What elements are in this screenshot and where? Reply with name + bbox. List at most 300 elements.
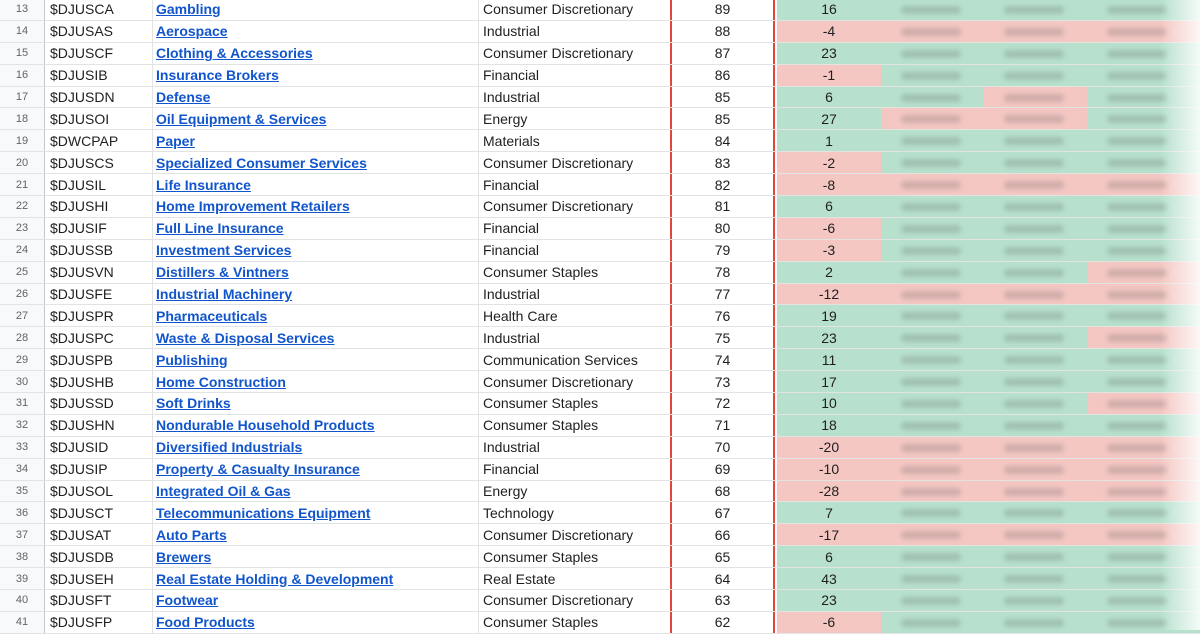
row-number[interactable]: 37 [0,524,45,545]
ticker-cell[interactable]: $DJUSPC [45,327,153,348]
rank-cell[interactable]: 66 [670,524,775,545]
blurred-cell[interactable] [881,240,984,261]
blurred-cell[interactable] [881,21,984,42]
table-row[interactable] [0,152,1200,174]
rank-cell[interactable]: 79 [670,240,775,261]
sector-cell[interactable]: Consumer Discretionary [483,526,634,543]
sector-cell[interactable]: Consumer Discretionary [483,198,634,215]
blurred-cell[interactable] [881,262,984,283]
industry-link[interactable]: Life Insurance [156,176,251,193]
sector-cell[interactable]: Financial [483,67,540,84]
blurred-cell[interactable] [1087,174,1200,195]
ticker-cell[interactable]: $DJUSCS [45,152,153,173]
blurred-cell[interactable] [1087,43,1200,64]
row-number[interactable]: 22 [0,196,45,217]
ticker-cell[interactable]: $DJUSSB [45,240,153,261]
table-row[interactable] [0,459,1200,481]
row-number[interactable]: 28 [0,327,45,348]
blurred-cell[interactable] [881,371,984,392]
blurred-cell[interactable] [984,524,1087,545]
row-number[interactable]: 24 [0,240,45,261]
change-cell[interactable]: -2 [777,152,881,173]
change-cell[interactable]: 23 [777,590,881,611]
table-row[interactable] [0,612,1200,634]
industry-link[interactable]: Diversified Industrials [156,439,303,456]
blurred-cell[interactable] [984,481,1087,502]
industry-link[interactable]: Defense [156,89,211,105]
blurred-cell[interactable] [984,305,1087,326]
ticker-cell[interactable]: $DJUSHB [45,371,153,392]
row-number[interactable]: 26 [0,284,45,305]
table-row[interactable] [0,393,1200,415]
ticker-cell[interactable]: $DJUSVN [45,262,153,283]
rank-cell[interactable]: 68 [670,481,775,502]
table-row[interactable] [0,21,1200,43]
sector-cell[interactable]: Real Estate [483,570,556,587]
blurred-cell[interactable] [1087,196,1200,217]
ticker-cell[interactable]: $DJUSIB [45,65,153,86]
industry-link[interactable]: Aerospace [156,23,228,40]
rank-cell[interactable]: 62 [670,612,775,633]
change-cell[interactable]: 1 [777,130,881,151]
rank-cell[interactable]: 75 [670,327,775,348]
sector-cell[interactable]: Consumer Staples [483,417,599,434]
industry-link[interactable]: Nondurable Household Products [156,417,375,434]
blurred-cell[interactable] [984,240,1087,261]
rank-cell[interactable]: 72 [670,393,775,414]
rank-cell[interactable]: 73 [670,371,775,392]
row-number[interactable]: 29 [0,349,45,370]
row-number[interactable]: 15 [0,43,45,64]
change-cell[interactable]: -10 [777,459,881,480]
table-row[interactable] [0,65,1200,87]
ticker-cell[interactable]: $DJUSOL [45,481,153,502]
industry-name-cell[interactable] [153,393,479,414]
industry-name-cell[interactable] [153,240,479,261]
industry-link[interactable]: Specialized Consumer Services [156,154,367,171]
blurred-cell[interactable] [881,196,984,217]
blurred-cell[interactable] [881,437,984,458]
row-number[interactable]: 23 [0,218,45,239]
blurred-cell[interactable] [881,393,984,414]
row-number[interactable]: 16 [0,65,45,86]
industry-link[interactable]: Property & Casualty Insurance [156,461,360,478]
ticker-cell[interactable]: $DJUSSD [45,393,153,414]
blurred-cell[interactable] [881,65,984,86]
sector-cell[interactable]: Financial [483,461,540,478]
table-row[interactable] [0,87,1200,109]
rank-cell[interactable]: 63 [670,590,775,611]
blurred-cell[interactable] [881,502,984,523]
change-cell[interactable]: -4 [777,21,881,42]
ticker-cell[interactable]: $DJUSHI [45,196,153,217]
row-number[interactable]: 41 [0,612,45,633]
blurred-cell[interactable] [1087,152,1200,173]
sector-cell[interactable]: Materials [483,132,540,149]
sector-cell[interactable]: Energy [483,110,528,127]
row-number[interactable]: 21 [0,174,45,195]
rank-cell[interactable]: 84 [670,130,775,151]
industry-name-cell[interactable] [153,546,479,567]
sector-cell[interactable]: Industrial [483,23,540,40]
table-row[interactable] [0,371,1200,393]
change-cell[interactable]: 43 [777,568,881,589]
sector-cell[interactable]: Consumer Discretionary [483,373,634,390]
sector-cell[interactable]: Consumer Discretionary [483,1,634,18]
blurred-cell[interactable] [881,524,984,545]
blurred-cell[interactable] [984,590,1087,611]
row-number[interactable]: 27 [0,305,45,326]
blurred-cell[interactable] [1087,262,1200,283]
industry-name-cell[interactable] [153,502,479,523]
industry-link[interactable]: Distillers & Vintners [156,264,289,281]
rank-cell[interactable]: 69 [670,459,775,480]
row-number[interactable]: 40 [0,590,45,611]
change-cell[interactable]: 23 [777,327,881,348]
rank-cell[interactable]: 71 [670,415,775,436]
ticker-cell[interactable]: $DJUSFE [45,284,153,305]
table-row[interactable] [0,305,1200,327]
ticker-cell[interactable]: $DJUSFT [45,590,153,611]
blurred-cell[interactable] [984,568,1087,589]
blurred-cell[interactable] [984,546,1087,567]
blurred-cell[interactable] [881,349,984,370]
table-row[interactable] [0,108,1200,130]
row-number[interactable]: 36 [0,502,45,523]
ticker-cell[interactable]: $DJUSCT [45,502,153,523]
blurred-cell[interactable] [1087,65,1200,86]
industry-name-cell[interactable] [153,43,479,64]
change-cell[interactable]: 6 [777,196,881,217]
industry-link[interactable]: Investment Services [156,242,292,259]
sector-cell[interactable]: Consumer Staples [483,614,599,631]
industry-name-cell[interactable] [153,284,479,305]
rank-cell[interactable]: 83 [670,152,775,173]
blurred-cell[interactable] [1087,502,1200,523]
industry-link[interactable]: Home Improvement Retailers [156,198,350,215]
industry-name-cell[interactable] [153,0,479,20]
blurred-cell[interactable] [1087,21,1200,42]
rank-cell[interactable]: 87 [670,43,775,64]
industry-name-cell[interactable] [153,327,479,348]
change-cell[interactable]: 10 [777,393,881,414]
row-number[interactable]: 33 [0,437,45,458]
blurred-cell[interactable] [1087,524,1200,545]
blurred-cell[interactable] [881,327,984,348]
rank-cell[interactable]: 64 [670,568,775,589]
blurred-cell[interactable] [1087,459,1200,480]
rank-cell[interactable]: 82 [670,174,775,195]
blurred-cell[interactable] [1087,240,1200,261]
ticker-cell[interactable]: $DJUSIF [45,218,153,239]
row-number[interactable]: 19 [0,130,45,151]
blurred-cell[interactable] [881,284,984,305]
ticker-cell[interactable]: $DJUSCA [45,0,153,20]
industry-link[interactable]: Brewers [156,548,212,565]
blurred-cell[interactable] [984,437,1087,458]
row-number[interactable]: 30 [0,371,45,392]
blurred-cell[interactable] [984,87,1087,108]
blurred-cell[interactable] [881,590,984,611]
industry-link[interactable]: Publishing [156,351,228,368]
change-cell[interactable]: -3 [777,240,881,261]
blurred-cell[interactable] [984,371,1087,392]
industry-name-cell[interactable] [153,349,479,370]
industry-link[interactable]: Pharmaceuticals [156,307,268,324]
blurred-cell[interactable] [881,218,984,239]
blurred-cell[interactable] [984,393,1087,414]
blurred-cell[interactable] [1087,87,1200,108]
sector-cell[interactable]: Consumer Discretionary [483,45,634,62]
rank-cell[interactable]: 80 [670,218,775,239]
blurred-cell[interactable] [881,130,984,151]
change-cell[interactable]: -17 [777,524,881,545]
change-cell[interactable]: 7 [777,502,881,523]
ticker-cell[interactable]: $DJUSAT [45,524,153,545]
change-cell[interactable]: -28 [777,481,881,502]
ticker-cell[interactable]: $DJUSAS [45,21,153,42]
industry-link[interactable]: Clothing & Accessories [156,45,313,62]
change-cell[interactable]: -8 [777,174,881,195]
blurred-cell[interactable] [984,43,1087,64]
sector-cell[interactable]: Industrial [483,89,540,105]
change-cell[interactable]: -6 [777,612,881,633]
table-row[interactable] [0,218,1200,240]
blurred-cell[interactable] [1087,305,1200,326]
table-row[interactable] [0,524,1200,546]
blurred-cell[interactable] [984,21,1087,42]
change-cell[interactable]: 17 [777,371,881,392]
industry-link[interactable]: Industrial Machinery [156,286,293,303]
table-row[interactable] [0,130,1200,152]
blurred-cell[interactable] [984,415,1087,436]
rank-cell[interactable]: 85 [670,87,775,108]
rank-cell[interactable]: 70 [670,437,775,458]
change-cell[interactable]: 2 [777,262,881,283]
sector-cell[interactable]: Energy [483,483,528,500]
blurred-cell[interactable] [984,284,1087,305]
blurred-cell[interactable] [984,152,1087,173]
ticker-cell[interactable]: $DJUSCF [45,43,153,64]
ticker-cell[interactable]: $DJUSIP [45,459,153,480]
change-cell[interactable]: 6 [777,87,881,108]
change-cell[interactable]: 27 [777,108,881,129]
industry-name-cell[interactable] [153,262,479,283]
blurred-cell[interactable] [881,459,984,480]
blurred-cell[interactable] [881,43,984,64]
sector-cell[interactable]: Consumer Staples [483,264,599,281]
industry-link[interactable]: Paper [156,132,195,149]
table-row[interactable] [0,174,1200,196]
industry-name-cell[interactable] [153,21,479,42]
sector-cell[interactable]: Communication Services [483,351,638,368]
industry-name-cell[interactable] [153,108,479,129]
table-row[interactable] [0,0,1200,21]
industry-name-cell[interactable] [153,87,479,108]
blurred-cell[interactable] [1087,546,1200,567]
table-row[interactable] [0,43,1200,65]
industry-link[interactable]: Oil Equipment & Services [156,110,327,127]
change-cell[interactable]: 18 [777,415,881,436]
industry-name-cell[interactable] [153,590,479,611]
industry-link[interactable]: Auto Parts [156,526,227,543]
table-row[interactable] [0,502,1200,524]
blurred-cell[interactable] [1087,108,1200,129]
row-number[interactable]: 35 [0,481,45,502]
row-number[interactable]: 17 [0,87,45,108]
industry-link[interactable]: Full Line Insurance [156,220,284,237]
sector-cell[interactable]: Consumer Staples [483,548,599,565]
blurred-cell[interactable] [881,174,984,195]
row-number[interactable]: 13 [0,0,45,20]
sector-cell[interactable]: Health Care [483,307,558,324]
blurred-cell[interactable] [984,0,1087,20]
ticker-cell[interactable]: $DJUSEH [45,568,153,589]
blurred-cell[interactable] [984,262,1087,283]
table-row[interactable] [0,349,1200,371]
ticker-cell[interactable]: $DJUSPB [45,349,153,370]
ticker-cell[interactable]: $DJUSDN [45,87,153,108]
blurred-cell[interactable] [1087,568,1200,589]
change-cell[interactable]: 23 [777,43,881,64]
blurred-cell[interactable] [984,174,1087,195]
industry-name-cell[interactable] [153,218,479,239]
blurred-cell[interactable] [1087,327,1200,348]
industry-name-cell[interactable] [153,305,479,326]
blurred-cell[interactable] [881,152,984,173]
industry-link[interactable]: Real Estate Holding & Development [156,570,394,587]
change-cell[interactable]: -6 [777,218,881,239]
table-row[interactable] [0,262,1200,284]
blurred-cell[interactable] [1087,130,1200,151]
blurred-cell[interactable] [984,65,1087,86]
row-number[interactable]: 18 [0,108,45,129]
rank-cell[interactable]: 85 [670,108,775,129]
industry-name-cell[interactable] [153,437,479,458]
blurred-cell[interactable] [984,502,1087,523]
industry-name-cell[interactable] [153,174,479,195]
ticker-cell[interactable]: $DJUSFP [45,612,153,633]
industry-name-cell[interactable] [153,65,479,86]
industry-link[interactable]: Telecommunications Equipment [156,504,371,521]
change-cell[interactable]: 16 [777,0,881,20]
sector-cell[interactable]: Consumer Staples [483,395,599,412]
blurred-cell[interactable] [984,196,1087,217]
blurred-cell[interactable] [1087,437,1200,458]
sector-cell[interactable]: Financial [483,242,540,259]
ticker-cell[interactable]: $DWCPAP [45,130,153,151]
blurred-cell[interactable] [881,546,984,567]
industry-link[interactable]: Food Products [156,614,255,631]
industry-link[interactable]: Soft Drinks [156,395,231,412]
blurred-cell[interactable] [984,108,1087,129]
rank-cell[interactable]: 67 [670,502,775,523]
change-cell[interactable]: 6 [777,546,881,567]
industry-link[interactable]: Waste & Disposal Services [156,329,335,346]
rank-cell[interactable]: 86 [670,65,775,86]
industry-name-cell[interactable] [153,459,479,480]
ticker-cell[interactable]: $DJUSDB [45,546,153,567]
blurred-cell[interactable] [984,218,1087,239]
table-row[interactable] [0,327,1200,349]
industry-name-cell[interactable] [153,152,479,173]
blurred-cell[interactable] [881,481,984,502]
industry-link[interactable]: Gambling [156,1,221,18]
rank-cell[interactable]: 77 [670,284,775,305]
row-number[interactable]: 25 [0,262,45,283]
table-row[interactable] [0,590,1200,612]
change-cell[interactable]: -20 [777,437,881,458]
industry-name-cell[interactable] [153,371,479,392]
sector-cell[interactable]: Consumer Discretionary [483,592,634,609]
blurred-cell[interactable] [984,327,1087,348]
change-cell[interactable]: -12 [777,284,881,305]
blurred-cell[interactable] [1087,284,1200,305]
table-row[interactable] [0,196,1200,218]
blurred-cell[interactable] [984,459,1087,480]
row-number[interactable]: 31 [0,393,45,414]
industry-name-cell[interactable] [153,415,479,436]
sector-cell[interactable]: Financial [483,176,540,193]
blurred-cell[interactable] [1087,218,1200,239]
blurred-cell[interactable] [881,87,984,108]
blurred-cell[interactable] [881,0,984,20]
blurred-cell[interactable] [1087,349,1200,370]
blurred-cell[interactable] [1087,0,1200,20]
table-row[interactable] [0,481,1200,503]
row-number[interactable]: 39 [0,568,45,589]
rank-cell[interactable]: 89 [670,0,775,20]
row-number[interactable]: 38 [0,546,45,567]
blurred-cell[interactable] [881,108,984,129]
sector-cell[interactable]: Consumer Discretionary [483,154,634,171]
rank-cell[interactable]: 74 [670,349,775,370]
blurred-cell[interactable] [1087,415,1200,436]
blurred-cell[interactable] [1087,481,1200,502]
blurred-cell[interactable] [881,415,984,436]
ticker-cell[interactable]: $DJUSOI [45,108,153,129]
industry-link[interactable]: Integrated Oil & Gas [156,483,291,500]
industry-link[interactable]: Home Construction [156,373,286,390]
table-row[interactable] [0,568,1200,590]
industry-link[interactable]: Insurance Brokers [156,67,279,84]
row-number[interactable]: 34 [0,459,45,480]
ticker-cell[interactable]: $DJUSHN [45,415,153,436]
change-cell[interactable]: -1 [777,65,881,86]
rank-cell[interactable]: 65 [670,546,775,567]
industry-name-cell[interactable] [153,130,479,151]
industry-name-cell[interactable] [153,568,479,589]
table-row[interactable] [0,240,1200,262]
change-cell[interactable]: 11 [777,349,881,370]
ticker-cell[interactable]: $DJUSIL [45,174,153,195]
rank-cell[interactable]: 76 [670,305,775,326]
blurred-cell[interactable] [1087,393,1200,414]
rank-cell[interactable]: 81 [670,196,775,217]
table-row[interactable] [0,284,1200,306]
table-row[interactable] [0,415,1200,437]
blurred-cell[interactable] [1087,590,1200,611]
sector-cell[interactable]: Industrial [483,439,540,456]
industry-name-cell[interactable] [153,524,479,545]
rank-cell[interactable]: 78 [670,262,775,283]
sector-cell[interactable]: Financial [483,220,540,237]
row-number[interactable]: 32 [0,415,45,436]
change-cell[interactable]: 19 [777,305,881,326]
blurred-cell[interactable] [881,568,984,589]
blurred-cell[interactable] [984,349,1087,370]
industry-name-cell[interactable] [153,481,479,502]
